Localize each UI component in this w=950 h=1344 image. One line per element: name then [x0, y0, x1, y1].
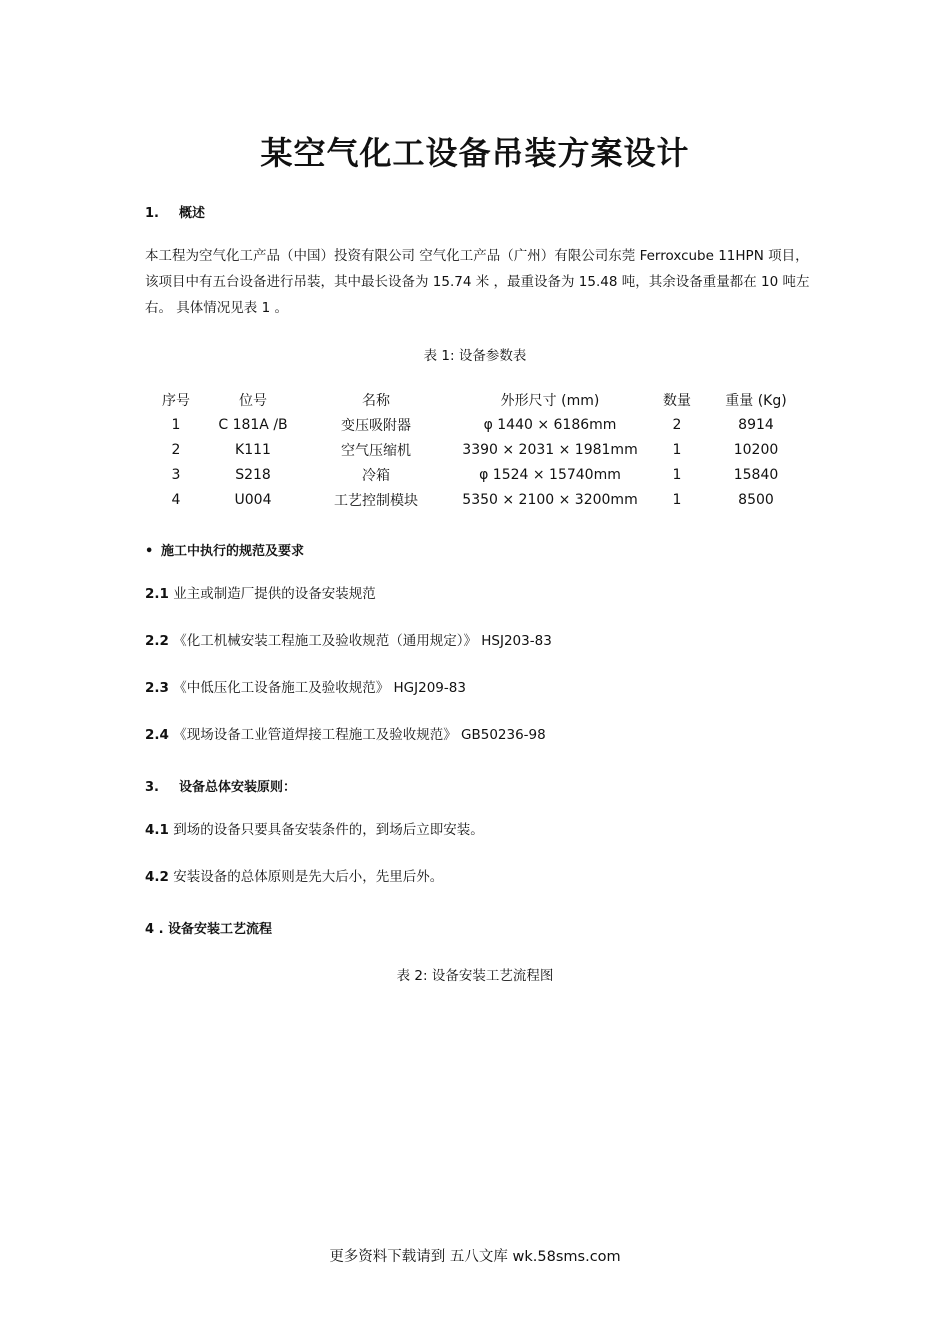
reference-text: 《化工机械安装工程施工及验收规范（通用规定）》 HSJ203-83 [173, 633, 552, 649]
principle-item [145, 864, 810, 890]
section-3-heading [145, 776, 810, 795]
header-cell: 名称 [362, 392, 390, 409]
footer-link-text: 更多资料下载请到 五八文库 wk.58sms.com [329, 1249, 621, 1265]
table-cell: 冷箱 [362, 467, 390, 484]
principle-number: 4.2 [145, 869, 169, 885]
reference-item [145, 675, 810, 701]
section-4-heading: 4 . 设备安装工艺流程 [145, 922, 273, 937]
table-cell: 15840 [733, 466, 779, 483]
table-cell: 2 [171, 441, 181, 458]
section-3-number: 3. [145, 780, 159, 795]
header-cell: 位号 [239, 392, 267, 409]
section-1-heading [145, 202, 810, 221]
table-cell: φ 1524 × 15740mm [479, 466, 621, 483]
table-cell: 3 [171, 466, 181, 483]
table-header-row [145, 387, 805, 412]
table-row [145, 487, 805, 512]
table-row [145, 462, 805, 487]
bullet-icon: • [145, 544, 154, 559]
header-cell: 外形尺寸 (mm) [500, 392, 600, 409]
table-cell: 1 [672, 491, 682, 508]
reference-number: 2.3 [145, 680, 169, 696]
intro-paragraph: 本工程为空气化工产品（中国）投资有限公司 空气化工产品（广州）有限公司东莞 Ferroxcube 11HPN 项目，该项目中有五台设备进行吊装，其中最长设备为 15.74 米 ，最重设备为 15.48 吨，其余设备重量都在 10 吨左右。 具体情况见表 1 。 [145, 248, 810, 316]
table-cell: S218 [235, 466, 271, 483]
table-cell: 1 [672, 466, 682, 483]
table-cell: 3390 × 2031 × 1981mm [462, 441, 638, 458]
table-cell: 8500 [738, 491, 774, 508]
table-cell: 5350 × 2100 × 3200mm [462, 491, 638, 508]
header-cell: 序号 [162, 392, 190, 409]
table-cell: φ 1440 × 6186mm [483, 416, 617, 433]
section-2-label: 施工中执行的规范及要求 [161, 544, 305, 559]
table-cell: C 181A /B [218, 416, 288, 433]
table-cell: 工艺控制模块 [334, 492, 418, 509]
table-cell: 8914 [738, 416, 774, 433]
document-title: 某空气化工设备吊装方案设计 [260, 134, 690, 172]
section-2-heading [145, 540, 810, 559]
principle-item [145, 817, 810, 843]
principle-text: 安装设备的总体原则是先大后小，先里后外。 [173, 869, 444, 885]
reference-number: 2.1 [145, 586, 169, 602]
table-row [145, 412, 805, 437]
table-cell: 10200 [733, 441, 779, 458]
reference-number: 2.4 [145, 727, 169, 743]
table-row [145, 437, 805, 462]
equipment-parameter-table [145, 387, 805, 512]
reference-text: 业主或制造厂提供的设备安装规范 [173, 586, 376, 602]
reference-text: 《现场设备工业管道焊接工程施工及验收规范》 GB50236-98 [173, 727, 546, 743]
header-cell: 重量 (Kg) [725, 392, 787, 409]
table-cell: 4 [171, 491, 181, 508]
table-cell: K111 [235, 441, 271, 458]
reference-item [145, 628, 810, 654]
table-cell: 1 [171, 416, 181, 433]
reference-text: 《中低压化工设备施工及验收规范》 HGJ209-83 [173, 680, 466, 696]
principle-text: 到场的设备只要具备安装条件的，到场后立即安装。 [173, 822, 484, 838]
table-cell: U004 [234, 491, 272, 508]
section-1-label: 概述 [179, 206, 206, 221]
principle-number: 4.1 [145, 822, 169, 838]
table-cell: 1 [672, 441, 682, 458]
table-cell: 2 [672, 416, 682, 433]
header-cell: 数量 [663, 392, 691, 409]
reference-number: 2.2 [145, 633, 169, 649]
reference-item [145, 722, 810, 748]
section-1-number: 1. [145, 206, 159, 221]
table-cell: 变压吸附器 [341, 417, 411, 434]
table-1-caption: 表 1: 设备参数表 [423, 348, 527, 364]
table-cell: 空气压缩机 [341, 442, 411, 459]
table-2-caption: 表 2: 设备安装工艺流程图 [396, 968, 554, 984]
reference-item [145, 581, 810, 607]
section-3-label: 设备总体安装原则： [179, 780, 297, 795]
